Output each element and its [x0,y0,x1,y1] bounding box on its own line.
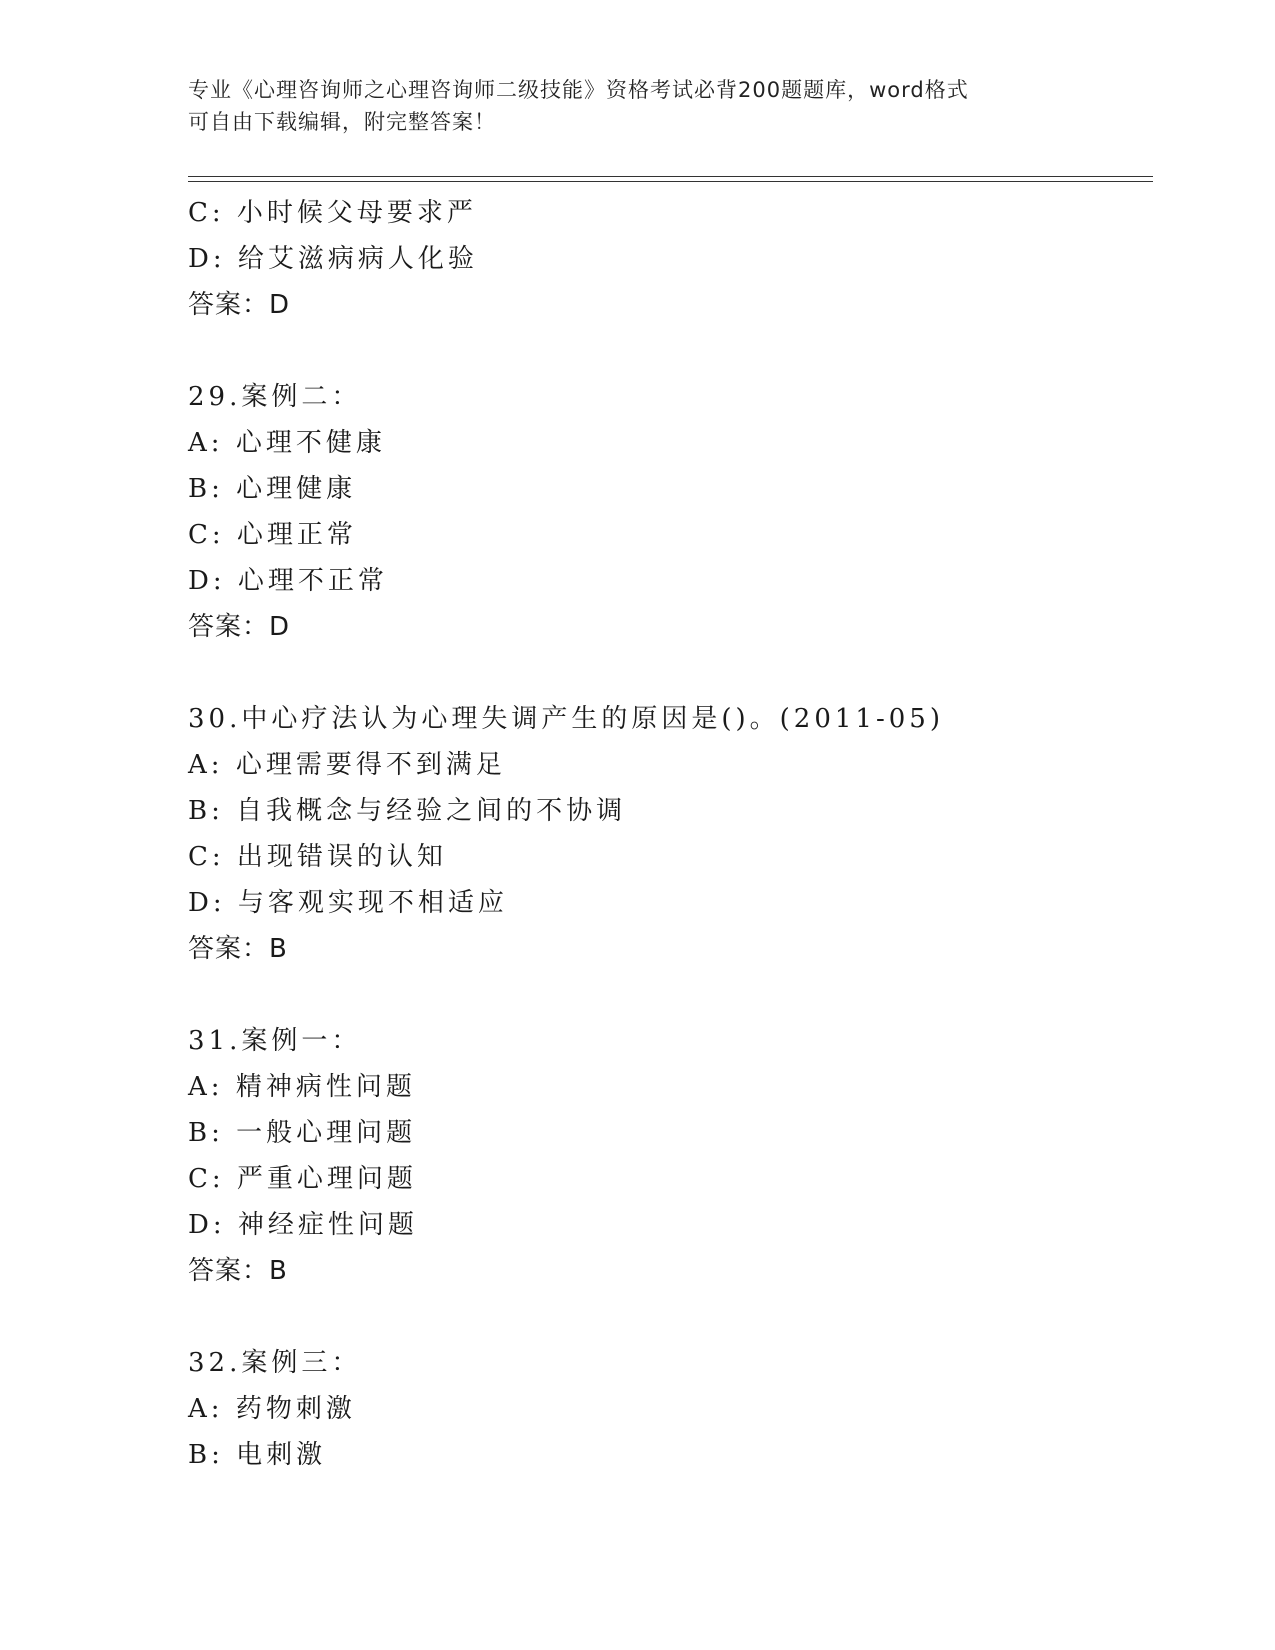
header-line-2: 可自由下载编辑，附完整答案！ [188,110,496,134]
option-a: A: 心理不健康 [188,428,386,458]
spacer [188,328,1148,374]
option-b: B: 电刺激 [188,1440,327,1470]
option-c: C: 严重心理问题 [188,1164,417,1194]
option-a: A: 精神病性问题 [188,1072,416,1102]
question-stem: 30.中心疗法认为心理失调产生的原因是()。(2011-05) [188,704,944,734]
option-b: B: 自我概念与经验之间的不协调 [188,796,627,826]
answer-line: 答案：B [188,934,288,964]
option-c: C: 出现错误的认知 [188,842,447,872]
document-header [188,74,1088,138]
question-30 [188,696,1148,972]
question-28-tail [188,190,1148,328]
answer-line: 答案：D [188,612,291,642]
option-b: B: 一般心理问题 [188,1118,417,1148]
spacer [188,1294,1148,1340]
question-29 [188,374,1148,650]
header-line-1: 专业《心理咨询师之心理咨询师二级技能》资格考试必背200题题库，word格式 [188,78,969,102]
option-b: B: 心理健康 [188,474,357,504]
option-d: D: 与客观实现不相适应 [188,888,508,918]
answer-line: 答案：D [188,290,291,320]
option-d: D: 神经症性问题 [188,1210,418,1240]
question-stem: 32.案例三： [188,1348,362,1378]
question-stem: 31.案例一： [188,1026,362,1056]
option-c: C: 心理正常 [188,520,357,550]
option-d: D: 心理不正常 [188,566,388,596]
spacer [188,650,1148,696]
header-rule-top [188,176,1153,177]
spacer [188,972,1148,1018]
question-31 [188,1018,1148,1294]
option-a: A: 心理需要得不到满足 [188,750,506,780]
answer-line: 答案：B [188,1256,288,1286]
option-d: D: 给艾滋病病人化验 [188,244,478,274]
header-rule-bottom [188,181,1153,182]
question-32 [188,1340,1148,1478]
question-stem: 29.案例二： [188,382,362,412]
question-list [188,190,1148,1478]
option-a: A: 药物刺激 [188,1394,356,1424]
option-c: C: 小时候父母要求严 [188,198,477,228]
